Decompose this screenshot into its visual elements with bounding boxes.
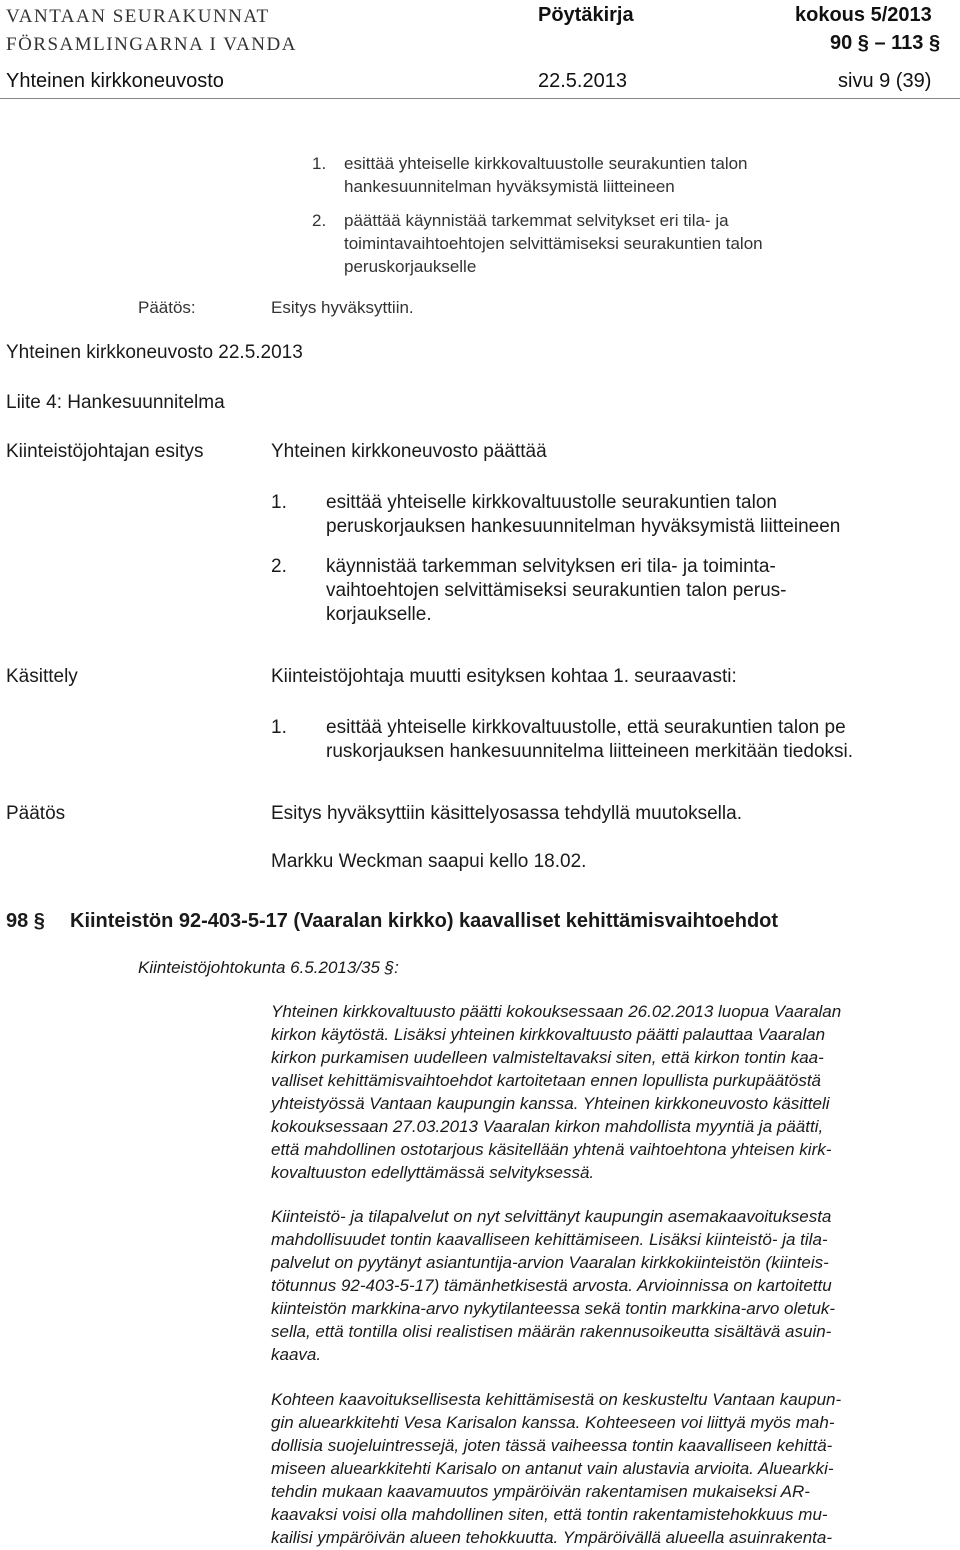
section-paragraph-1-line-8: kovaltuuston edellyttämässä selvityksessä. (271, 1163, 595, 1182)
paragraph-range: 90 § – 113 § (830, 32, 941, 54)
meeting-number: kokous 5/2013 (795, 4, 932, 26)
arrival-note: Markku Weckman saapui kello 18.02. (271, 851, 587, 872)
section-paragraph-3-line-6: kaavaksi voisi olla mahdollinen siten, että tontin rakentamistehokkuus mu- (271, 1505, 828, 1524)
section-reference: Kiinteistöjohtokunta 6.5.2013/35 §: (138, 958, 399, 977)
section-paragraph-3-line-1: Kohteen kaavoituksellisesta kehittämisestä on keskusteltu Vantaan kaupun- (271, 1390, 842, 1409)
section-paragraph-3-line-2: gin aluearkkitehti Vesa Karisalon kanssa. Kohteeseen voi liittyä myös mah- (271, 1413, 835, 1432)
header-divider (0, 98, 960, 99)
block1-item2-line3: peruskorjaukselle (344, 257, 477, 276)
handling-text: Kiinteistöjohtaja muutti esityksen kohtaa 1. seuraavasti: (271, 666, 737, 687)
section-paragraph-2-line-2: mahdollisuudet tontin kaavalliseen kehittämiseen. Lisäksi kiinteistö- ja tila- (271, 1230, 828, 1249)
section-paragraph-3-line-5: tehdin mukaan kaavamuutos ympäröivän rakentamisen mukaiseksi AR- (271, 1482, 810, 1501)
handling-item-line2: ruskorjauksen hankesuunnitelma liitteineen merkitään tiedoksi. (326, 741, 854, 762)
header-body: Yhteinen kirkkoneuvosto (6, 70, 224, 92)
section-paragraph-1-line-3: kirkon purkamisen uudelleen valmisteltavaksi siten, että kirkon tontin kaa- (271, 1048, 824, 1067)
section-title: Kiinteistön 92-403-5-17 (Vaaralan kirkko) kaavalliset kehittämisvaihtoehdot (70, 910, 779, 932)
meeting-line: Yhteinen kirkkoneuvosto 22.5.2013 (6, 342, 303, 363)
block1-item2-line2: toimintavaihtoehtojen selvittämiseksi seurakuntien talon (344, 234, 763, 253)
section-paragraph-1-line-1: Yhteinen kirkkovaltuusto päätti kokouksessaan 26.02.2013 luopua Vaaralan (271, 1002, 842, 1021)
logo-line-2: FÖRSAMLINGARNA I VANDA (6, 34, 297, 55)
handling-item-line1: esittää yhteiselle kirkkovaltuustolle, että seurakuntien talon pe (326, 717, 846, 738)
handling-item-number: 1. (271, 717, 287, 738)
section-paragraph-1-line-5: yhteistyössä Vantaan kaupungin kanssa. Yhteinen kirkkoneuvosto käsitteli (271, 1094, 830, 1113)
proposal-item1-line1: esittää yhteiselle kirkkovaltuustolle seurakuntien talon (326, 492, 777, 513)
proposal-item2-line1: käynnistää tarkemman selvityksen eri tila- ja toiminta- (326, 556, 776, 577)
section-paragraph-1-line-7: että mahdollinen ostotarjous käsitellään yhtenä vaihtoehtona yhteisen kirk- (271, 1140, 832, 1159)
doc-type: Pöytäkirja (538, 4, 634, 26)
block1-item1-line1: esittää yhteiselle kirkkovaltuustolle seurakuntien talon (344, 154, 748, 173)
block2-decision-label: Päätös (6, 803, 66, 824)
proposal-item2-line3: korjaukselle. (326, 604, 432, 625)
block2-decision-text: Esitys hyväksyttiin käsittelyosassa tehdyllä muutoksella. (271, 803, 742, 824)
logo-line-1: VANTAAN SEURAKUNNAT (6, 6, 270, 27)
section-paragraph-2-line-7: kaava. (271, 1345, 322, 1364)
block1-item1-number: 1. (312, 154, 327, 173)
block1-item2-number: 2. (312, 211, 327, 230)
section-paragraph-1-line-4: valliset kehittämisvaihtoehdot kartoitetaan ennen lopullista purkupäätöstä (271, 1071, 822, 1090)
proposal-label: Kiinteistöjohtajan esitys (6, 441, 204, 462)
section-number: 98 § (6, 910, 45, 932)
proposal-item2-line2: vaihtoehtojen selvittämiseksi seurakuntien talon perus- (326, 580, 787, 601)
proposal-item1-line2: peruskorjauksen hankesuunnitelman hyväksymistä liitteineen (326, 516, 841, 537)
block1-item2-line1: päättää käynnistää tarkemmat selvitykset eri tila- ja (344, 211, 729, 230)
section-paragraph-2-line-6: sella, että tontilla olisi realistisen määrän rakennusoikeutta sisältävä asuin- (271, 1322, 832, 1341)
handling-label: Käsittely (6, 666, 78, 687)
attachment-label: Liite 4: Hankesuunnitelma (6, 392, 225, 413)
header-date: 22.5.2013 (538, 70, 627, 92)
block1-decision-label: Päätös: (138, 298, 196, 317)
section-paragraph-3-line-7: kailisi ympäröivän alueen tehokkuutta. Ympäröivällä alueella asuinrakenta- (271, 1528, 833, 1547)
proposal-item1-number: 1. (271, 492, 287, 513)
block1-decision-text: Esitys hyväksyttiin. (271, 298, 414, 317)
proposal-intro: Yhteinen kirkkoneuvosto päättää (271, 441, 547, 462)
section-paragraph-3-line-3: dollisia suojeluintressejä, joten tässä vaiheessa tontin kaavalliseen kehittä- (271, 1436, 833, 1455)
section-paragraph-1-line-2: kirkon käytöstä. Lisäksi yhteinen kirkkovaltuusto päätti palauttaa Vaaralan (271, 1025, 826, 1044)
section-paragraph-3-line-4: miseen aluearkkitehti Karisalo on antanut vain alustavia arvioita. Aluearkki- (271, 1459, 834, 1478)
proposal-item2-number: 2. (271, 556, 287, 577)
section-paragraph-2-line-1: Kiinteistö- ja tilapalvelut on nyt selvittänyt kaupungin asemakaavoituksesta (271, 1207, 832, 1226)
section-paragraph-2-line-4: tötunnus 92-403-5-17) tämänhetkisestä arvosta. Arvioinnissa on kartoitettu (271, 1276, 832, 1295)
header-page: sivu 9 (39) (838, 70, 932, 92)
section-paragraph-2-line-3: palvelut on pyytänyt asiantuntija-arvion Vaaralan kirkkokiinteistön (kiinteis- (271, 1253, 829, 1272)
section-paragraph-1-line-6: kokouksessaan 27.03.2013 Vaaralan kirkon mahdollista myyntiä ja päätti, (271, 1117, 824, 1136)
section-paragraph-2-line-5: kiinteistön markkina-arvo nykytilanteessa sekä tontin markkina-arvo oletuk- (271, 1299, 836, 1318)
block1-item1-line2: hankesuunnitelman hyväksymistä liitteineen (344, 177, 675, 196)
